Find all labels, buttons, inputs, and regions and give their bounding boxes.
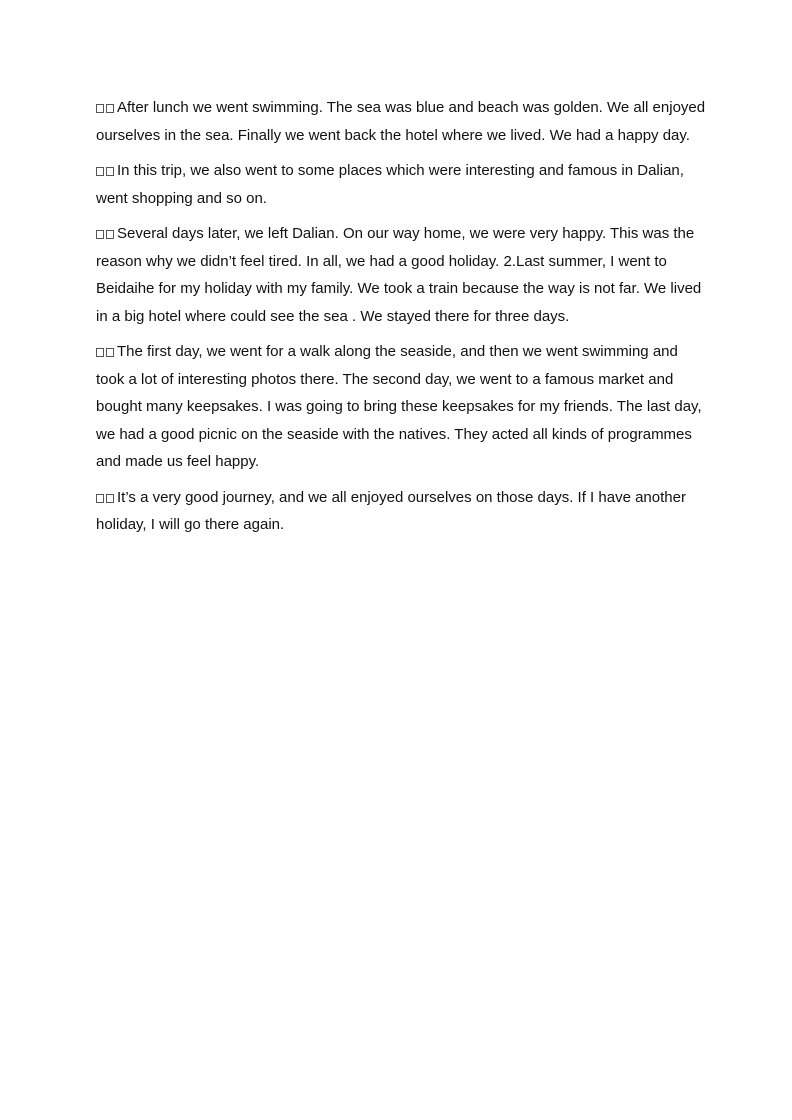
missing-glyph-icon [106,494,114,503]
missing-glyph-icon [106,348,114,357]
paragraph-1 [96,94,706,149]
missing-glyph-icon [96,494,104,503]
missing-glyph-icon [96,230,104,239]
missing-glyph-icon [96,167,104,176]
missing-glyph-icon [96,104,104,113]
paragraph-3 [96,220,706,330]
paragraph-text: It’s a very good journey, and we all enjoyed ourselves on those days. If I have another holiday, I will go there again. [96,488,686,533]
paragraph-text: In this trip, we also went to some places which were interesting and famous in Dalian, went shopping and so on. [96,162,684,207]
missing-glyph-icon [106,167,114,176]
paragraph-text: Several days later, we left Dalian. On our way home, we were very happy. This was the reason why we didn’t feel tired. In all, we had a good holiday. 2.Last summer, I went to Beidaihe for my holiday with my family. We took a train because the way is not far. We lived in a big hotel where could see the sea . We stayed there for three days. [96,225,702,325]
paragraph-5 [96,484,706,539]
paragraph-text: The first day, we went for a walk along the seaside, and then we went swimming and took a lot of interesting photos there. The second day, we went to a famous market and bought many keepsakes. I was going to bring these keepsakes for my friends. The last day, we had a good picnic on the seaside with the natives. They acted all kinds of programmes and made us feel happy. [96,343,702,470]
paragraph-2 [96,157,706,212]
missing-glyph-icon [106,104,114,113]
missing-glyph-icon [106,230,114,239]
document-body [96,94,706,547]
missing-glyph-icon [96,348,104,357]
paragraph-text: After lunch we went swimming. The sea was blue and beach was golden. We all enjoyed ourselves in the sea. Finally we went back the hotel where we lived. We had a happy day. [96,99,706,144]
paragraph-4 [96,338,706,476]
